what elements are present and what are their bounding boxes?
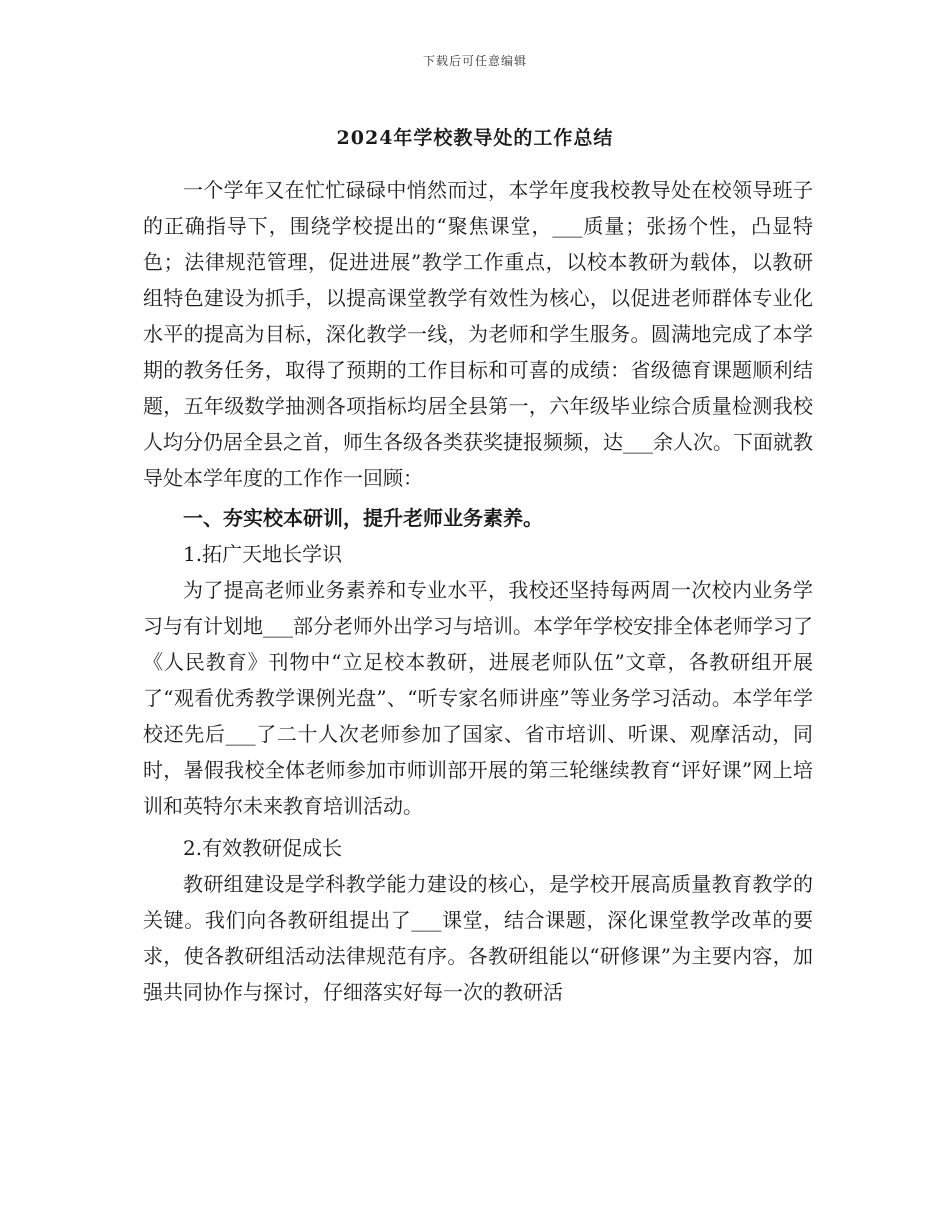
document-body xyxy=(143,172,813,1010)
document-title: 2024年学校教导处的工作总结 xyxy=(336,127,614,149)
intro-paragraph: 一个学年又在忙忙碌碌中悄然而过，本学年度我校教导处在校领导班子的正确指导下，围绕学校提出的“聚焦课堂，___质量；张扬个性，凸显特色；法律规范管理，促进进展”教学工作重点，以校本教研为载体，以教研组特色建设为抓手，以提高课堂教学有效性为核心，以促进老师群体专业化水平的提高为目标，深化教学一线，为老师和学生服务。圆满地完成了本学期的教务任务，取得了预期的工作目标和可喜的成绩：省级德育课题顺利结题，五年级数学抽测各项指标均居全县第一，六年级毕业综合质量检测我校人均分仍居全县之首，师生各级各类获奖捷报频频，达___余人次。下面就教导处本学年度的工作作一回顾： xyxy=(143,178,813,490)
subsection-paragraph-1: 为了提高老师业务素养和专业水平，我校还坚持每两周一次校内业务学习与有计划地___部分老师外出学习与培训。本学年学校安排全体老师学习了《人民教育》刊物中“立足校本教研，进展老师队伍”文章，各教研组开展了“观看优秀教学课例光盘”、“听专家名师讲座”等业务学习活动。本学年学校还先后___了二十人次老师参加了国家、省市培训、听课、观摩活动，同时，暑假我校全体老师参加市师训部开展的第三轮继续教育“评好课”网上培训和英特尔未来教育培训活动。 xyxy=(143,578,813,818)
section-heading-1: 一、夯实校本研训，提升老师业务素养。 xyxy=(183,506,543,530)
header-note: 下载后可任意编辑 xyxy=(422,54,527,68)
subsection-heading-1: 1.拓广天地长学识 xyxy=(183,542,343,566)
subsection-heading-2: 2.有效教研促成长 xyxy=(183,836,343,860)
subsection-paragraph-2: 教研组建设是学科教学能力建设的核心，是学校开展高质量教育教学的关键。我们向各教研组提出了___课堂，结合课题，深化课堂教学改革的要求，使各教研组活动法律规范有序。各教研组能以“研修课”为主要内容，加强共同协作与探讨，仔细落实好每一次的教研活 xyxy=(143,872,813,1004)
